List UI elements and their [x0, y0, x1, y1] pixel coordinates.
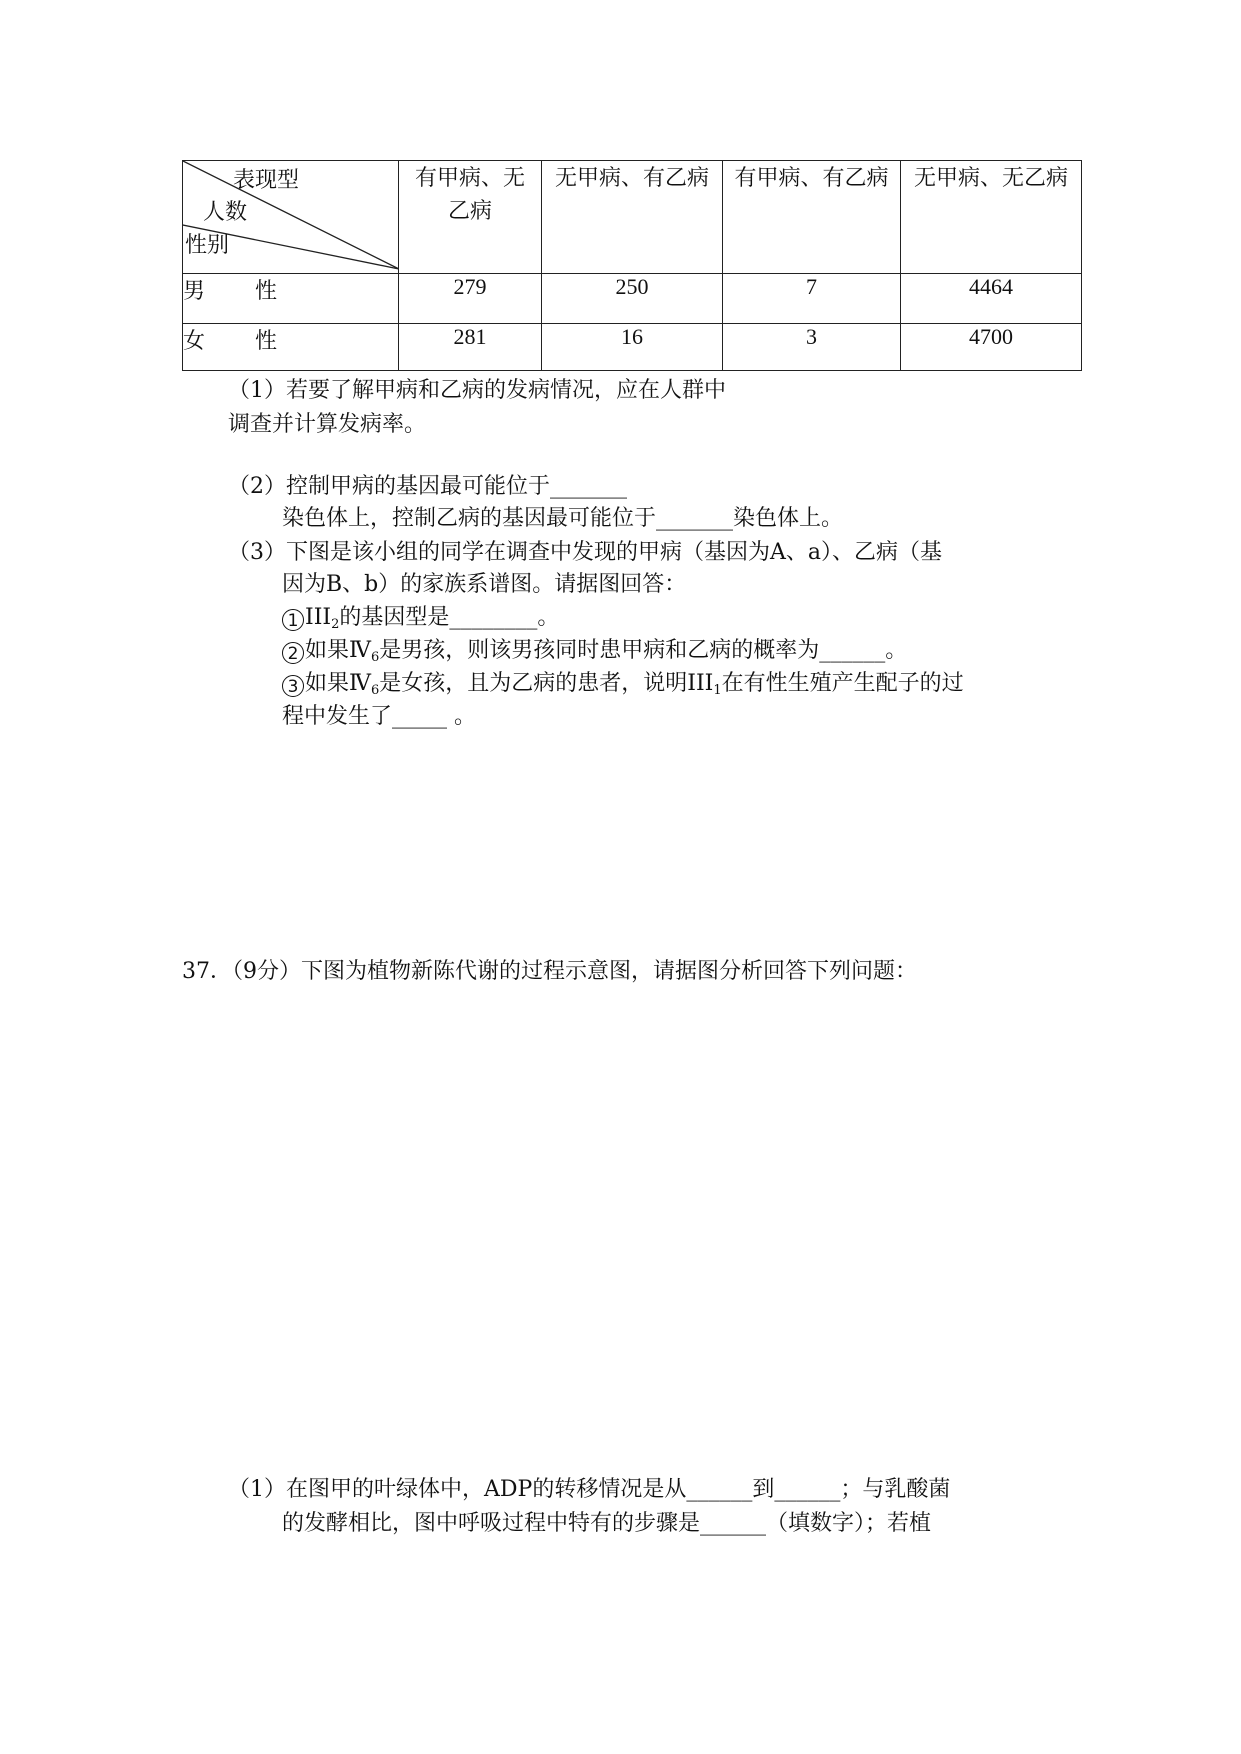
- corner-header-cell: [183, 161, 399, 274]
- text-fragment: III: [305, 605, 332, 630]
- text-fragment: 在有性生殖产生配子的过: [721, 671, 964, 696]
- question-2-line-1: （2）控制甲病的基因最可能位于_______: [228, 474, 627, 499]
- question-3-line-1: （3）下图是该小组的同学在调查中发现的甲病（基因为A、a）、乙病（基: [228, 540, 943, 565]
- corner-label-sex: 性别: [185, 232, 230, 257]
- question-3-sub-3-line-2: 程中发生了_____ 。: [282, 704, 476, 729]
- text-fragment: 是男孩，则该男孩同时患甲病和乙病的概率为______。: [379, 638, 908, 663]
- question-2-line-2: 染色体上，控制乙病的基因最可能位于_______染色体上。: [282, 506, 844, 531]
- corner-label-count: 人数: [203, 199, 248, 224]
- column-header-1-line2: 乙病: [447, 198, 492, 223]
- column-header-1-line1: 有甲病、无: [414, 165, 525, 190]
- table-cell: 281: [399, 324, 542, 371]
- table-cell: 3: [723, 324, 901, 371]
- text-fragment: 的基因型是________。: [339, 605, 560, 630]
- question-37-part-1-line-1: （1）在图甲的叶绿体中，ADP的转移情况是从______到______；与乳酸菌: [228, 1477, 951, 1502]
- subscript: 2: [331, 617, 340, 632]
- circled-number-2: 2: [282, 642, 304, 664]
- table-cell: 250: [542, 274, 723, 324]
- question-3-line-2: 因为B、b）的家族系谱图。请据图回答：: [282, 572, 687, 597]
- table-row: [183, 324, 1082, 371]
- column-header-2: 无甲病、有乙病: [542, 161, 723, 274]
- survey-table: [182, 160, 1082, 371]
- question-1-line-2: 调查并计算发病率。: [228, 412, 427, 437]
- text-fragment: 如果Ⅳ: [305, 671, 371, 696]
- text-fragment: 是女孩，且为乙病的患者，说明III: [379, 671, 714, 696]
- table-row: [183, 274, 1082, 324]
- corner-label-phenotype: 表现型: [233, 167, 300, 192]
- table-cell: 4464: [901, 274, 1082, 324]
- table-cell: 16: [542, 324, 723, 371]
- subscript: 1: [713, 683, 722, 698]
- subscript: 6: [370, 650, 380, 665]
- text-fragment: 如果Ⅳ: [305, 638, 371, 663]
- subscript: 6: [370, 683, 380, 698]
- row-label-female: 女 性: [183, 324, 399, 371]
- column-header-4: 无甲病、无乙病: [901, 161, 1082, 274]
- column-header-1: [399, 161, 542, 274]
- row-label-male: 男 性: [183, 274, 399, 324]
- table-cell: 7: [723, 274, 901, 324]
- table-cell: 4700: [901, 324, 1082, 371]
- table-cell: 279: [399, 274, 542, 324]
- table-header-row: [183, 161, 1082, 274]
- circled-number-1: 1: [282, 609, 304, 631]
- column-header-3: 有甲病、有乙病: [723, 161, 901, 274]
- circled-number-3: 3: [282, 675, 304, 697]
- question-1-line-1: （1）若要了解甲病和乙病的发病情况，应在人群中: [228, 378, 726, 403]
- question-37-header: 37．（9分）下图为植物新陈代谢的过程示意图，请据图分析回答下列问题：: [182, 959, 917, 984]
- question-37-part-1-line-2: 的发酵相比，图中呼吸过程中特有的步骤是______（填数字）；若植: [282, 1511, 932, 1536]
